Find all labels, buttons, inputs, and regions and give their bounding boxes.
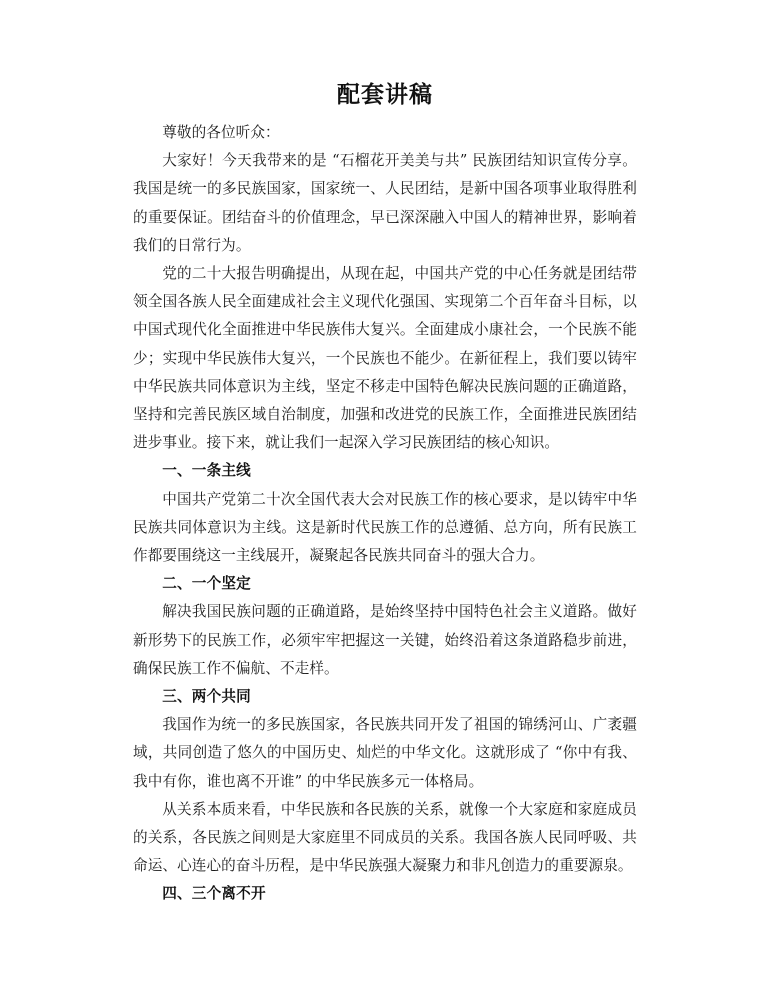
report-paragraph: 党的二十大报告明确提出，从现在起，中国共产党的中心任务就是团结带领全国各族人民全面建成社会主义现代化强国、实现第二个百年奋斗目标，以中国式现代化全面推进中华民族伟大复兴。全面建成小康社会，一个民族不能少；实现中华民族伟大复兴，一个民族也不能少。在新征程上，我们要以铸牢中华民族共同体意识为主线，坚定不移走中国特色解决民族问题的正确道路，坚持和完善民族区域自治制度，加强和改进党的民族工作，全面推进民族团结进步事业。接下来，就让我们一起深入学习民族团结的核心知识。 (133, 265, 637, 452)
salutation: 尊敬的各位听众： (162, 124, 280, 141)
section-3-paragraph-b: 从关系本质来看，中华民族和各民族的关系，就像一个大家庭和家庭成员的关系，各民族之间则是大家庭里不同成员的关系。我国各族人民同呼吸、共命运、心连心的奋斗历程，是中华民族强大凝聚力和非凡创造力的重要源泉。 (133, 800, 637, 875)
intro-paragraph: 大家好！今天我带来的是 “石榴花开美美与共” 民族团结知识宣传分享。我国是统一的多民族国家，国家统一、人民团结，是新中国各项事业取得胜利的重要保证。团结奋斗的价值理念，早已深深融入中国人的精神世界，影响着我们的日常行为。 (133, 152, 637, 254)
page-title: 配套讲稿 (337, 81, 433, 108)
section-heading-1: 一、一条主线 (162, 462, 251, 480)
document-body (133, 119, 637, 909)
section-heading-3: 三、两个共同 (162, 688, 251, 706)
section-heading-4: 四、三个离不开 (162, 885, 266, 903)
section-2-paragraph: 解决我国民族问题的正确道路，是始终坚持中国特色社会主义道路。做好新形势下的民族工作，必须牢牢把握这一关键，始终沿着这条道路稳步前进，确保民族工作不偏航、不走样。 (133, 603, 637, 677)
section-heading-2: 二、一个坚定 (162, 575, 251, 593)
section-3-paragraph-a: 我国作为统一的多民族国家，各民族共同开发了祖国的锦绣河山、广袤疆域，共同创造了悠久的中国历史、灿烂的中华文化。这就形成了 “你中有我、我中有你，谁也离不开谁” 的中华民族多元一体格局。 (133, 716, 637, 790)
section-1-paragraph: 中国共产党第二十次全国代表大会对民族工作的核心要求，是以铸牢中华民族共同体意识为主线。这是新时代民族工作的总遵循、总方向，所有民族工作都要围绕这一主线展开，凝聚起各民族共同奋斗的强大合力。 (133, 490, 637, 565)
